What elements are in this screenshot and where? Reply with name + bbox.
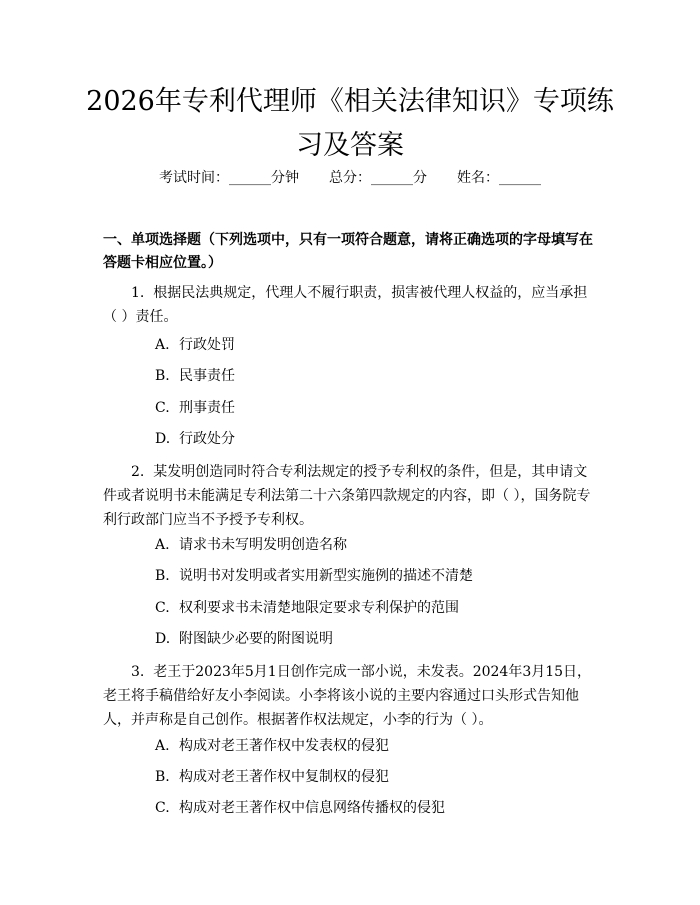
option-text: 民事责任 [179, 368, 235, 384]
name-field: 姓名：______ [457, 170, 541, 186]
option-letter: A. [155, 537, 170, 553]
question-1 [103, 281, 598, 329]
exam-meta-line [0, 168, 700, 188]
question-number: 1. [131, 285, 145, 301]
question-text: 某发明创造同时符合专利法规定的授予专利权的条件，但是，其申请文件或者说明书未能满足专利法第二十六条第四款规定的内容，即（ ），国务院专利行政部门应当不予授予专利权。 [103, 464, 591, 528]
option-text: 附图缺少必要的附图说明 [179, 631, 333, 647]
option-item [155, 798, 595, 818]
option-letter: C. [155, 600, 170, 616]
option-text: 说明书对发明或者实用新型实施例的描述不清楚 [179, 568, 473, 584]
question-text: 根据民法典规定，代理人不履行职责，损害被代理人权益的，应当承担（ ）责任。 [103, 285, 588, 325]
option-item [155, 598, 595, 618]
option-text: 权利要求书未清楚地限定要求专利保护的范围 [179, 600, 459, 616]
option-letter: B. [155, 568, 170, 584]
question-3 [103, 660, 598, 732]
option-item [155, 767, 595, 787]
option-item [155, 736, 595, 756]
question-number: 2. [131, 464, 145, 480]
option-letter: A. [155, 337, 170, 353]
option-item [155, 335, 595, 355]
section-heading: 一、单项选择题（下列选项中，只有一项符合题意，请将正确选项的字母填写在答题卡相应位置。） [103, 232, 593, 271]
option-text: 构成对老王著作权中复制权的侵犯 [179, 769, 389, 785]
option-letter: C. [155, 400, 170, 416]
option-item [155, 366, 595, 386]
option-item [155, 535, 595, 555]
question-text: 老王于2023年5月1日创作完成一部小说，未发表。2024年3月15日，老王将手稿借给好友小李阅读。小李将该小说的主要内容通过口头形式告知他人，并声称是自己创作。根据著作权法规定，小李的行为（ ）。 [103, 664, 592, 728]
option-letter: B. [155, 368, 170, 384]
option-item [155, 566, 595, 586]
question-number: 3. [131, 664, 145, 680]
option-text: 构成对老王著作权中信息网络传播权的侵犯 [179, 800, 445, 816]
total-score-field: 总分：______分 [329, 170, 427, 186]
option-item [155, 629, 595, 649]
option-text: 行政处分 [179, 431, 235, 447]
option-letter: A. [155, 738, 170, 754]
question-2 [103, 460, 598, 532]
option-item [155, 429, 595, 449]
option-text: 刑事责任 [179, 400, 235, 416]
option-text: 请求书未写明发明创造名称 [179, 537, 347, 553]
document-title: 2026年专利代理师《相关法律知识》专项练习及答案 [86, 86, 614, 161]
option-letter: B. [155, 769, 170, 785]
option-text: 构成对老王著作权中发表权的侵犯 [179, 738, 389, 754]
option-letter: C. [155, 800, 170, 816]
option-letter: D. [155, 631, 171, 647]
exam-time-field: 考试时间：______分钟 [159, 170, 299, 186]
option-item [155, 398, 595, 418]
option-letter: D. [155, 431, 171, 447]
option-text: 行政处罚 [179, 337, 235, 353]
